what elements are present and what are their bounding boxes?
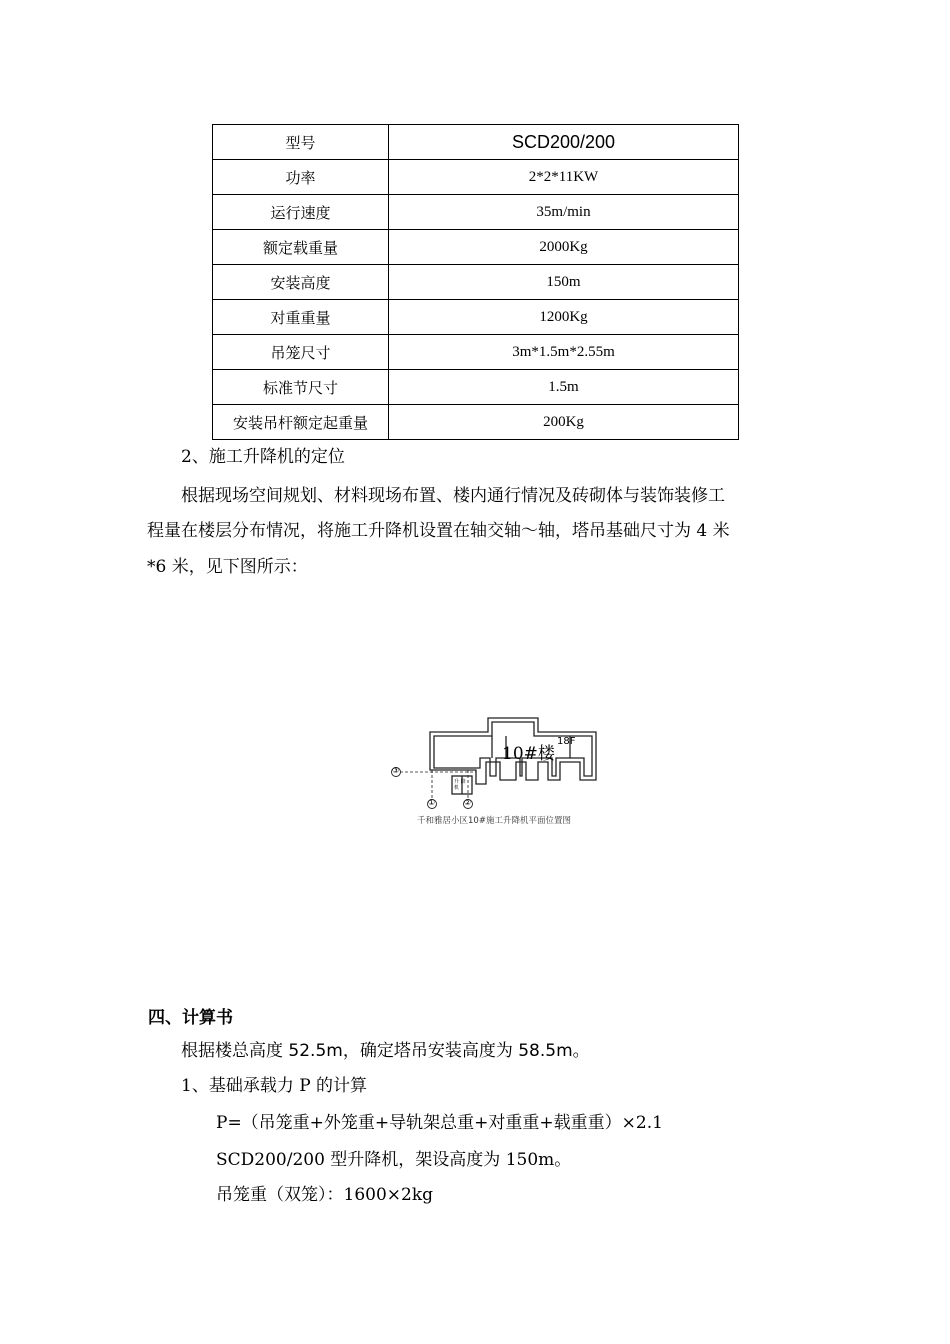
row-label: 功率 bbox=[213, 160, 389, 195]
table-row bbox=[213, 265, 739, 300]
spec-table bbox=[212, 124, 739, 440]
row-label: 安装吊杆额定起重量 bbox=[213, 405, 389, 440]
row-label: 额定载重量 bbox=[213, 230, 389, 265]
table-row bbox=[213, 195, 739, 230]
cage-weight-line: 吊笼重（双笼）：1600×2kg bbox=[216, 1185, 434, 1205]
table-row bbox=[213, 230, 739, 265]
axis-label-2: ② bbox=[464, 798, 472, 807]
building-label: 10#楼 bbox=[502, 744, 555, 764]
row-value: 200Kg bbox=[389, 405, 739, 440]
row-value: SCD200/200 bbox=[389, 125, 739, 160]
axis-label-a: ③ bbox=[392, 766, 400, 775]
row-label: 型号 bbox=[213, 125, 389, 160]
row-label: 对重重量 bbox=[213, 300, 389, 335]
formula-line: P=（吊笼重+外笼重+导轨架总重+对重重+载重重）×2.1 bbox=[216, 1113, 663, 1133]
hoist-label: 升 降 机 bbox=[454, 779, 466, 791]
table-row bbox=[213, 370, 739, 405]
row-value: 2000Kg bbox=[389, 230, 739, 265]
table-row bbox=[213, 125, 739, 160]
floors-label: 18F bbox=[557, 736, 576, 747]
row-value: 150m bbox=[389, 265, 739, 300]
section2-paragraph-line3: *6 米，见下图所示： bbox=[147, 557, 308, 577]
row-label: 运行速度 bbox=[213, 195, 389, 230]
row-label: 标准节尺寸 bbox=[213, 370, 389, 405]
model-line: SCD200/200 型升降机，架设高度为 150m。 bbox=[216, 1150, 572, 1170]
table-row bbox=[213, 405, 739, 440]
hoist-location-figure bbox=[388, 712, 618, 832]
section4-line2: 1、基础承载力 P 的计算 bbox=[181, 1076, 368, 1096]
section2-title: 2、施工升降机的定位 bbox=[181, 447, 345, 467]
table-row bbox=[213, 160, 739, 195]
row-label: 吊笼尺寸 bbox=[213, 335, 389, 370]
row-value: 2*2*11KW bbox=[389, 160, 739, 195]
axis-label-1: ① bbox=[428, 798, 436, 807]
section4-line1: 根据楼总高度 52.5m，确定塔吊安装高度为 58.5m。 bbox=[181, 1041, 590, 1061]
row-value: 3m*1.5m*2.55m bbox=[389, 335, 739, 370]
section2-paragraph-line1: 根据现场空间规划、材料现场布置、楼内通行情况及砖砌体与装饰装修工 bbox=[181, 486, 725, 506]
figure-caption: 千和雅居小区10#施工升降机平面位置图 bbox=[417, 816, 571, 826]
section2-paragraph-line2: 程量在楼层分布情况，将施工升降机设置在轴交轴～轴，塔吊基础尺寸为 4 米 bbox=[147, 521, 730, 541]
section4-heading: 四、计算书 bbox=[148, 1008, 233, 1028]
table-row bbox=[213, 335, 739, 370]
row-value: 1200Kg bbox=[389, 300, 739, 335]
table-row bbox=[213, 300, 739, 335]
row-label: 安装高度 bbox=[213, 265, 389, 300]
row-value: 1.5m bbox=[389, 370, 739, 405]
row-value: 35m/min bbox=[389, 195, 739, 230]
